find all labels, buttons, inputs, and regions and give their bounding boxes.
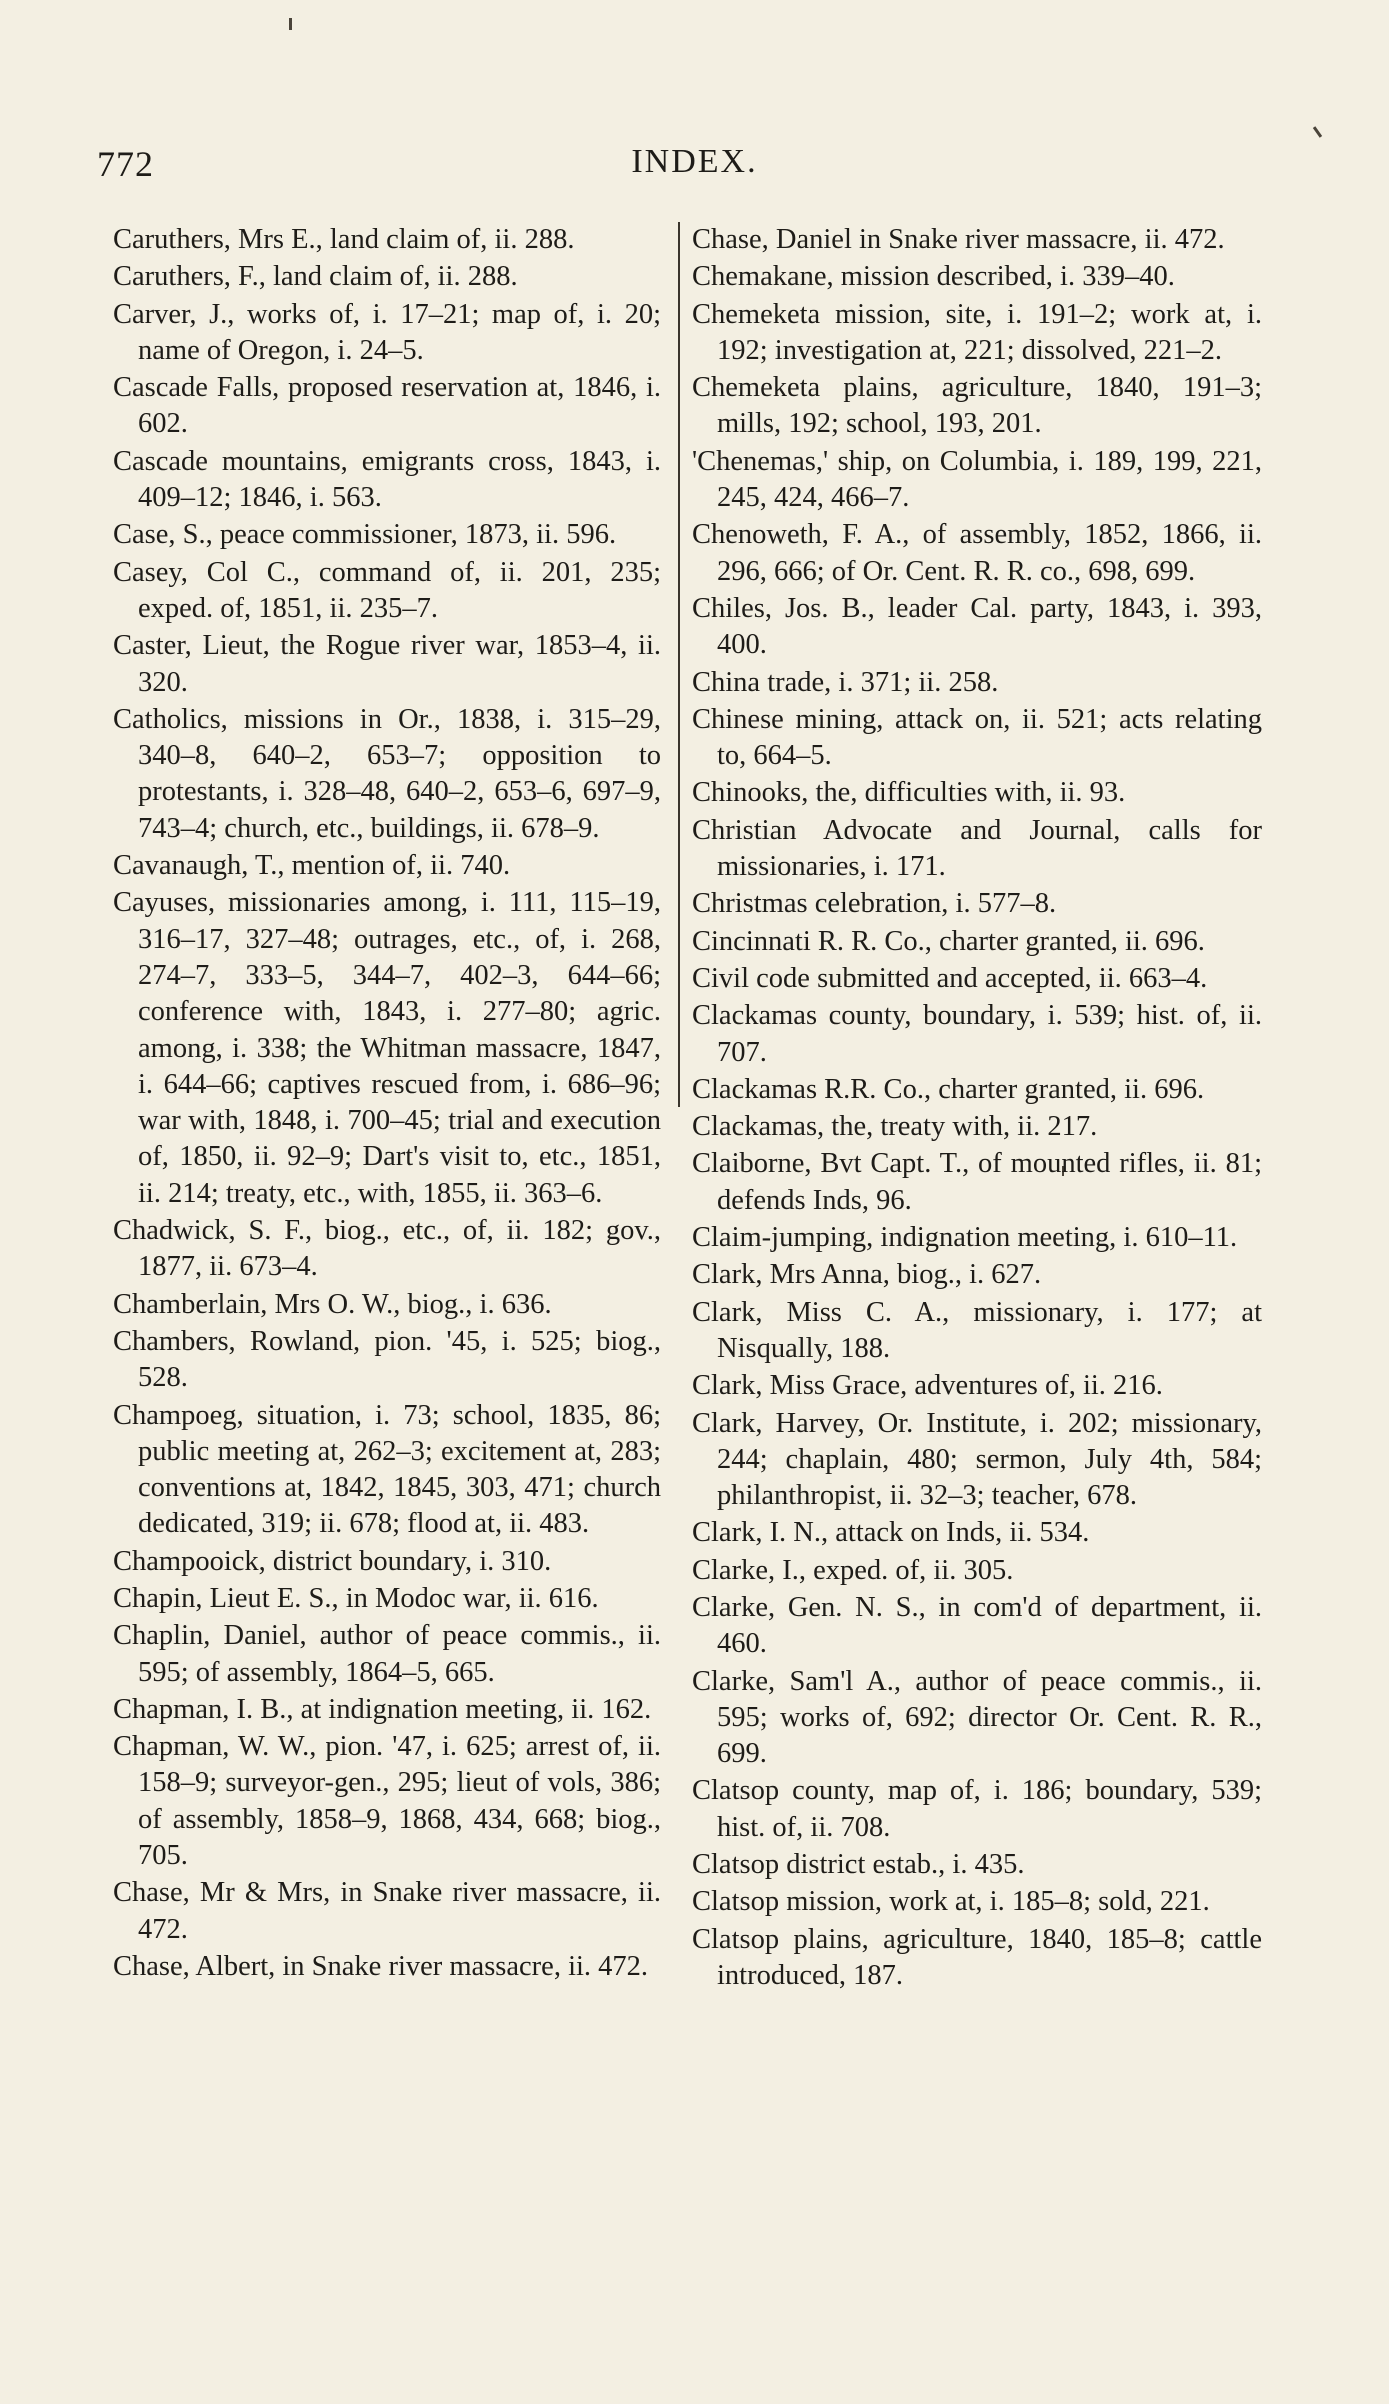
- index-entry: Case, S., peace commissioner, 1873, ii. 596.: [113, 519, 617, 551]
- index-entry: Chapman, I. B., at indignation meeting, ii. 162.: [113, 1693, 652, 1725]
- index-entry: Chambers, Rowland, pion. '45, i. 525; biog., 528.: [113, 1325, 661, 1394]
- index-column-left: [113, 222, 661, 1986]
- index-entry: Clackamas, the, treaty with, ii. 217.: [692, 1111, 1098, 1143]
- index-entry: Chase, Albert, in Snake river massacre, ii. 472.: [113, 1950, 649, 1982]
- index-entry: Clackamas county, boundary, i. 539; hist. of, ii. 707.: [692, 1000, 1262, 1068]
- index-entry: Clatsop county, map of, i. 186; boundary, 539; hist. of, ii. 708.: [692, 1775, 1262, 1843]
- index-entry: Cavanaugh, T., mention of, ii. 740.: [113, 850, 511, 882]
- index-entry: Cincinnati R. R. Co., charter granted, ii. 696.: [692, 925, 1205, 957]
- index-entry: Chemeketa mission, site, i. 191–2; work at, i. 192; investigation at, 221; dissolved, 221–2.: [692, 298, 1262, 366]
- index-entry: Clarke, Sam'l A., author of peace commis., ii. 595; works of, 692; director Or. Cent. R. R., 699.: [692, 1665, 1262, 1770]
- index-entry: Chase, Mr & Mrs, in Snake river massacre, ii. 472.: [113, 1877, 661, 1945]
- index-entry: Caruthers, F., land claim of, ii. 288.: [113, 261, 518, 293]
- stray-ink-mark: [289, 18, 292, 30]
- index-entry: Chase, Daniel in Snake river massacre, ii. 472.: [692, 224, 1225, 255]
- index-entry: Clackamas R.R. Co., charter granted, ii. 696.: [692, 1073, 1205, 1105]
- page-number: 772: [97, 144, 154, 184]
- page-title: INDEX.: [631, 143, 758, 180]
- index-entry: Claim-jumping, indignation meeting, i. 610–11.: [692, 1222, 1238, 1254]
- index-entry: Chapman, W. W., pion. '47, i. 625; arrest of, ii. 158–9; surveyor-gen., 295; lieut of vols, 386; of assembly, 1858–9, 1868, 434, 668; biog., 705.: [113, 1731, 661, 1872]
- index-entry: Champooick, district boundary, i. 310.: [113, 1545, 552, 1577]
- index-entry: Carver, J., works of, i. 17–21; map of, i. 20; name of Oregon, i. 24–5.: [113, 298, 661, 366]
- index-entry: Chinooks, the, difficulties with, ii. 93.: [692, 777, 1126, 809]
- index-entry: Caster, Lieut, the Rogue river war, 1853–4, ii. 320.: [113, 630, 661, 698]
- index-entry: Clark, Miss C. A., missionary, i. 177; at Nisqually, 188.: [692, 1296, 1262, 1364]
- index-entry: Cascade mountains, emigrants cross, 1843, i. 409–12; 1846, i. 563.: [113, 445, 661, 514]
- index-entry: Casey, Col C., command of, ii. 201, 235; exped. of, 1851, ii. 235–7.: [113, 556, 661, 624]
- index-entry: Chamberlain, Mrs O. W., biog., i. 636.: [113, 1288, 552, 1320]
- index-entry: Clatsop plains, agriculture, 1840, 185–8; cattle introduced, 187.: [692, 1923, 1262, 1991]
- index-entry: Chemakane, mission described, i. 339–40.: [692, 261, 1175, 293]
- index-entry: Chinese mining, attack on, ii. 521; acts relating to, 664–5.: [692, 703, 1262, 772]
- index-entry: Clatsop mission, work at, i. 185–8; sold, 221.: [692, 1886, 1210, 1918]
- index-entry: 'Chenemas,' ship, on Columbia, i. 189, 199, 221, 245, 424, 466–7.: [692, 445, 1262, 514]
- index-entry: Caruthers, Mrs E., land claim of, ii. 288.: [113, 224, 575, 255]
- index-entry: Chiles, Jos. B., leader Cal. party, 1843, i. 393, 400.: [692, 592, 1262, 661]
- index-entry: Clark, Harvey, Or. Institute, i. 202; missionary, 244; chaplain, 480; sermon, July 4th, 584; philanthropist, ii. 32–3; teacher, 678.: [692, 1407, 1262, 1512]
- index-entry: Clark, Miss Grace, adventures of, ii. 216.: [692, 1370, 1163, 1402]
- index-entry: Clark, I. N., attack on Inds, ii. 534.: [692, 1517, 1090, 1549]
- index-entry: Cascade Falls, proposed reservation at, 1846, i. 602.: [113, 372, 661, 440]
- column-divider: [678, 222, 680, 1107]
- index-entry: Chemeketa plains, agriculture, 1840, 191–3; mills, 192; school, 193, 201.: [692, 372, 1262, 440]
- index-entry: Catholics, missions in Or., 1838, i. 315–29, 340–8, 640–2, 653–7; opposition to protestants, i. 328–48, 640–2, 653–6, 697–9, 743–4; church, etc., buildings, ii. 678–9.: [113, 703, 661, 844]
- index-entry: Clarke, Gen. N. S., in com'd of department, ii. 460.: [692, 1591, 1262, 1660]
- index-entry: Claiborne, Bvt Capt. T., of mounted rifles, ii. 81; defends Inds, 96.: [692, 1148, 1262, 1216]
- index-entry: Christian Advocate and Journal, calls for missionaries, i. 171.: [692, 814, 1262, 883]
- index-entry: Clark, Mrs Anna, biog., i. 627.: [692, 1259, 1042, 1291]
- index-entry: Clarke, I., exped. of, ii. 305.: [692, 1554, 1014, 1586]
- index-entry: Champoeg, situation, i. 73; school, 1835, 86; public meeting at, 262–3; excitement at, 283; conventions at, 1842, 1845, 303, 471; church dedicated, 319; ii. 678; flood at, ii. 483.: [113, 1399, 661, 1540]
- index-entry: China trade, i. 371; ii. 258.: [692, 666, 999, 698]
- index-entry: Chaplin, Daniel, author of peace commis., ii. 595; of assembly, 1864–5, 665.: [113, 1620, 661, 1688]
- index-entry: Christmas celebration, i. 577–8.: [692, 888, 1057, 920]
- index-entry: Chenoweth, F. A., of assembly, 1852, 1866, ii. 296, 666; of Or. Cent. R. R. co., 698, 699.: [692, 519, 1262, 587]
- index-column-right: [692, 222, 1262, 1995]
- stray-ink-mark: [1313, 126, 1322, 138]
- index-entry: Civil code submitted and accepted, ii. 663–4.: [692, 962, 1208, 994]
- index-entry: Chapin, Lieut E. S., in Modoc war, ii. 616.: [113, 1582, 599, 1614]
- index-entry: Cayuses, missionaries among, i. 111, 115–19, 316–17, 327–48; outrages, etc., of, i. 268, 274–7, 333–5, 344–7, 402–3, 644–66; conference with, 1843, i. 277–80; agric. among, i. 338; the Whitman massacre, 1847, i. 644–66; captives rescued from, i. 686–96; war with, 1848, i. 700–45; trial and execution of, 1850, ii. 92–9; Dart's visit to, etc., 1851, ii. 214; treaty, etc., with, 1855, ii. 363–6.: [113, 887, 661, 1209]
- index-entry: Chadwick, S. F., biog., etc., of, ii. 182; gov., 1877, ii. 673–4.: [113, 1215, 661, 1283]
- index-entry: Clatsop district estab., i. 435.: [692, 1849, 1025, 1881]
